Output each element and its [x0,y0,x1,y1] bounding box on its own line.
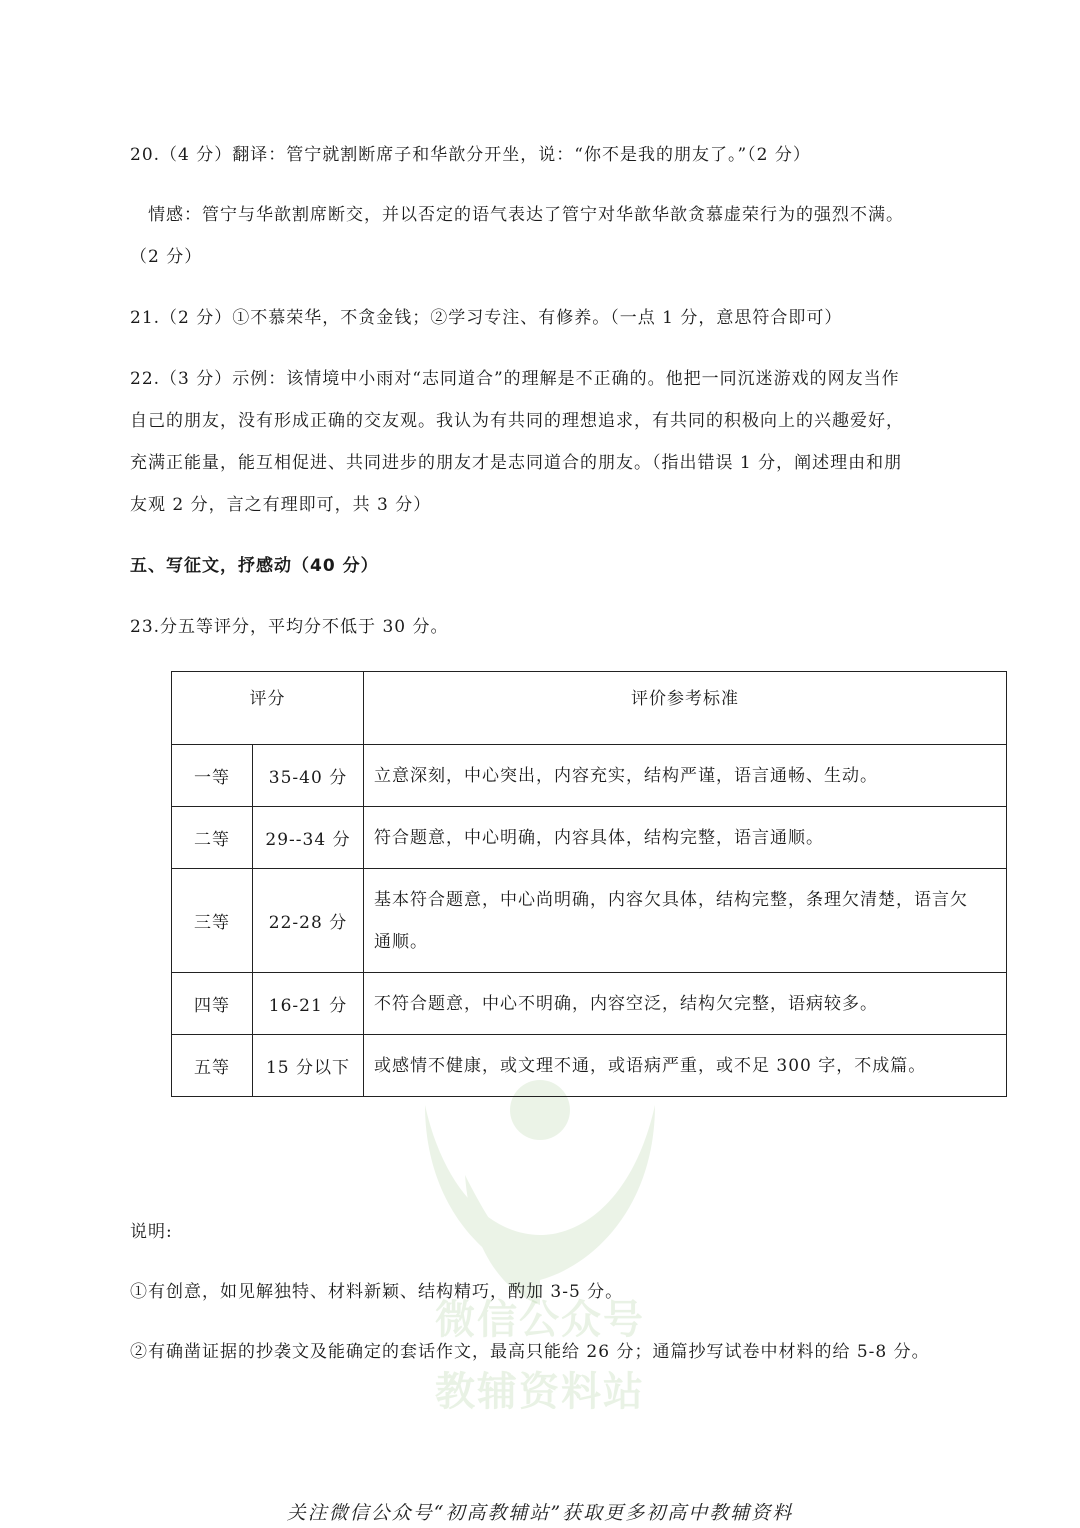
grade-cell: 四等 [172,973,253,1035]
q22-line-2: 自己的朋友，没有形成正确的交友观。我认为有共同的理想追求，有共同的积极向上的兴趣爱好， [130,411,904,431]
grade-cell: 五等 [172,1035,253,1097]
grade-cell: 一等 [172,745,253,807]
criteria-line: 基本符合题意，中心尚明确，内容欠具体，结构完整，条理欠清楚，语言欠 [374,889,968,910]
criteria-cell [364,869,1007,973]
grade-cell: 三等 [172,869,253,973]
watermark-text-2: 教辅资料站 [435,1369,645,1415]
criteria-cell: 不符合题意，中心不明确，内容空泛，结构欠完整，语病较多。 [364,973,1007,1035]
range-cell: 35-40 分 [253,745,364,807]
q20-emotion: 情感：管宁与华歆割席断交，并以否定的语气表达了管宁对华歆华歆贪慕虚荣行为的强烈不满。 [148,205,904,225]
note-1: ①有创意，如见解独特、材料新颖、结构精巧，酌加 3-5 分。 [130,1282,624,1302]
q21-answer: 21.（2 分）①不慕荣华，不贪金钱；②学习专注、有修养。（一点 1 分，意思符合即可） [130,308,843,328]
q22-line-3: 充满正能量，能互相促进、共同进步的朋友才是志同道合的朋友。（指出错误 1 分，阐述理由和朋 [130,453,903,473]
table-header-row [172,672,1007,745]
range-cell: 15 分以下 [253,1035,364,1097]
range-cell: 22-28 分 [253,869,364,973]
criteria-cell: 或感情不健康，或文理不通，或语病严重，或不足 300 字，不成篇。 [364,1035,1007,1097]
q22-line-4: 友观 2 分，言之有理即可，共 3 分） [130,495,432,515]
range-cell: 16-21 分 [253,973,364,1035]
q22-line-1: 22.（3 分）示例：该情境中小雨对“志同道合”的理解是不正确的。他把一同沉迷游戏的网友当作 [130,369,900,389]
q20-emotion-score: （2 分） [130,247,203,267]
q23-intro: 23.分五等评分，平均分不低于 30 分。 [130,617,449,637]
table-row [172,1035,1007,1097]
grading-table [171,671,1007,1097]
notes-label: 说明: [130,1222,173,1242]
header-score: 评分 [172,672,364,745]
header-criteria: 评价参考标准 [364,672,1007,745]
watermark-text-1: 微信公众号 [435,1297,645,1343]
criteria-cell: 符合题意，中心明确，内容具体，结构完整，语言通顺。 [364,807,1007,869]
footer-promo: 关注微信公众号“初高教辅站”获取更多初高中教辅资料 [286,1502,794,1524]
table-row [172,869,1007,973]
section-5-title: 五、写征文，抒感动（40 分） [130,556,379,576]
table-row [172,807,1007,869]
table-row [172,973,1007,1035]
grade-cell: 二等 [172,807,253,869]
table-row [172,745,1007,807]
q20-translation: 20.（4 分）翻译：管宁就割断席子和华歆分开坐，说：“你不是我的朋友了。”（2 分） [130,145,811,165]
range-cell: 29--34 分 [253,807,364,869]
note-2: ②有确凿证据的抄袭文及能确定的套话作文，最高只能给 26 分；通篇抄写试卷中材料的给 5-8 分。 [130,1342,930,1362]
criteria-line: 通顺。 [374,931,428,952]
criteria-cell: 立意深刻，中心突出，内容充实，结构严谨，语言通畅、生动。 [364,745,1007,807]
